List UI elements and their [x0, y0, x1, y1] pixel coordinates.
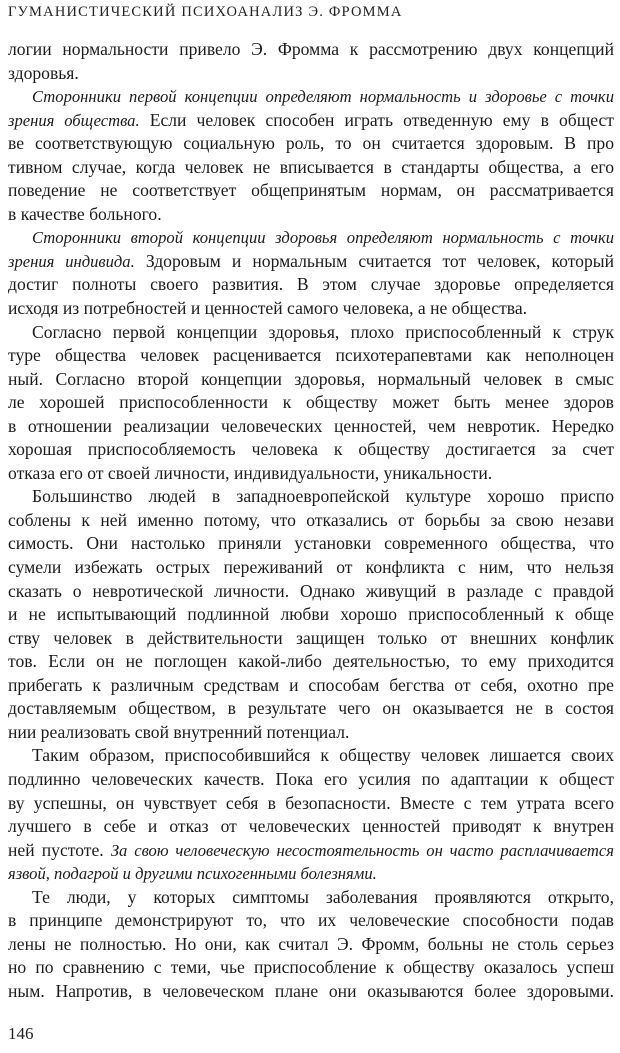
text-run: Здоровым и нормальным считается тот человек, который	[134, 250, 614, 271]
text-line	[8, 250, 614, 274]
page-number: 146	[8, 1024, 34, 1043]
text-run: ней пустоте.	[8, 839, 111, 860]
text-line: в качестве больного.	[8, 203, 162, 224]
italic-phrase: зрения индивида.	[8, 251, 135, 271]
running-header: ГУМАНИСТИЧЕСКИЙ ПСИХОАНАЛИЗ Э. ФРОММА	[8, 4, 403, 20]
text-line: исходя из потребностей и ценностей самого человека, а не общества.	[8, 298, 528, 319]
text-line: тов. Если он не поглощен какой-либо деятельностью, то ему приходится	[8, 651, 614, 672]
text-line	[8, 839, 614, 863]
text-line: сумели избежать острых переживаний от конфликта с ним, что нельзя	[8, 557, 614, 578]
text-line: и не испытывающий подлинной любви хорошо приспособленный к обще	[8, 604, 614, 625]
text-line: ве соответствующую социальную роль, то он считается здоровым. В про	[8, 133, 614, 154]
body-text	[8, 38, 614, 1003]
text-line: подлинно человеческих качеств. Пока его усилия по адаптации к общест	[8, 768, 614, 789]
text-line	[8, 109, 614, 133]
text-line-italic: Сторонники второй концепции здоровья определяют нормальность с точки	[32, 228, 614, 248]
text-line: симость. Они настолько приняли установки современного общества, что	[8, 533, 614, 554]
text-line: достиг полноты своего развития. В этом случае здоровье определяется	[8, 274, 614, 295]
text-line: лучшего в себе и отказ от человеческих ценностей приводят к внутрен	[8, 816, 614, 837]
italic-phrase: зрения общества.	[8, 110, 140, 130]
text-line: прибегать к различным средствам и способам бегства от себя, охотно пре	[8, 674, 614, 695]
text-line: Таким образом, приспособившийся к обществу человек лишается своих	[32, 745, 614, 766]
text-line: соблены к ней именно потому, что отказались от борьбы за свою незави	[8, 509, 614, 530]
text-line: Согласно первой концепции здоровья, плохо приспособленный к струк	[32, 321, 614, 342]
text-line: нии реализовать свой внутренний потенциал.	[8, 721, 350, 742]
text-line: ству человек в действительности защищен только от внешних конфлик	[8, 627, 614, 648]
text-line: в отношении реализации человеческих ценностей, чем невротик. Нередко	[8, 415, 614, 436]
italic-phrase: За свою человеческую несостоятельность он часто расплачивается	[110, 840, 614, 860]
text-line-italic: Сторонники первой концепции определяют нормальность и здоровье с точки	[32, 87, 614, 107]
text-line: логии нормальности привело Э. Фромма к рассмотрению двух концепций	[8, 39, 614, 59]
text-line: Те люди, у которых симптомы заболевания проявляются открыто,	[32, 886, 614, 907]
text-line: ле хорошей приспособленности к обществу может быть менее здоров	[8, 392, 614, 413]
text-line: сказать о невротической личности. Однако живущий в разладе с правдой	[8, 580, 614, 601]
text-line-italic: язвой, подагрой и другими психогенными болезнями.	[8, 864, 377, 884]
text-line: доставляемым обществом, в результате чего он оказывается не в состоя	[8, 698, 614, 719]
text-line: но по сравнению с теми, чье приспособление к обществу оказалось успеш	[8, 957, 614, 978]
text-line: ву успешны, он чувствует себя в безопасности. Вместе с тем утрата всего	[8, 792, 614, 813]
text-line: ный. Согласно второй концепции здоровья, нормальный человек в смыс	[8, 368, 614, 389]
text-line: хорошая приспособляемость человека к обществу достигается за счет	[8, 439, 614, 460]
text-line: лены не полностью. Но они, как считал Э. Фромм, больны не столь серьез	[8, 933, 614, 954]
text-line: здоровья.	[8, 62, 79, 83]
text-line: поведение не соответствует общепринятым нормам, он рассматривается	[8, 180, 614, 201]
text-line: в принципе демонстрируют то, что их человеческие способности подав	[8, 910, 614, 931]
text-line: ным. Напротив, в человеческом плане они оказываются более здоровыми.	[8, 980, 614, 1001]
text-run: Если человек способен играть отведенную ему в общест	[139, 109, 614, 130]
text-line: туре общества человек расценивается психотерапевтами как неполноцен	[8, 345, 614, 366]
text-line: отказа его от своей личности, индивидуальности, уникальности.	[8, 462, 493, 483]
text-line: тивном случае, когда человек не вписывается в стандарты общества, а его	[8, 156, 614, 177]
text-line: Большинство людей в западноевропейской культуре хорошо приспо	[32, 486, 614, 507]
